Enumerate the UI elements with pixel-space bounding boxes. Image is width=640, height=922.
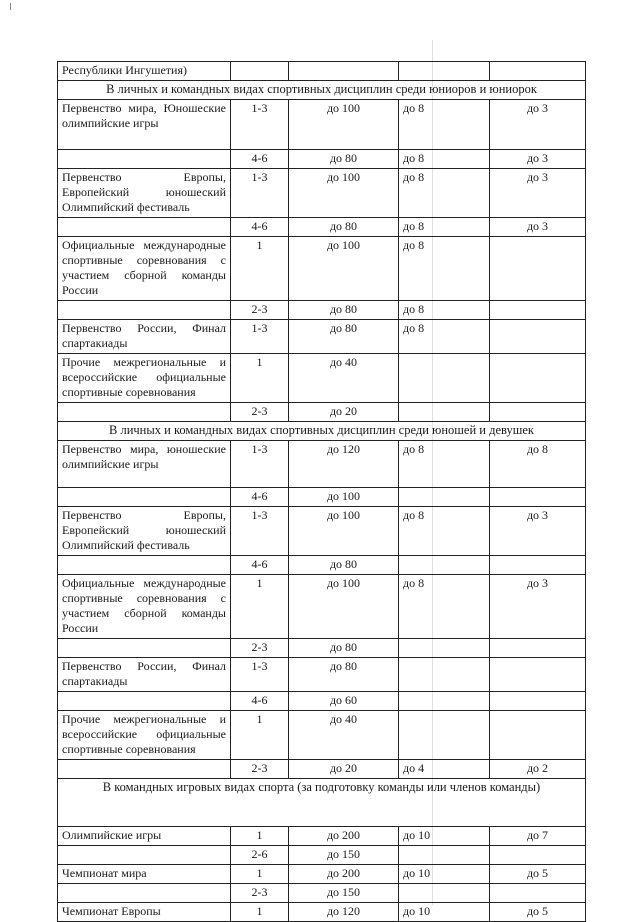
table-row (58, 237, 586, 301)
points-cell: до 40 (289, 354, 399, 403)
competition-name-cell: Официальные международные спортивные соревнования с участием сборной команды России (58, 575, 231, 639)
table-row (58, 556, 586, 575)
competition-name-cell (58, 884, 231, 903)
coefficient-cell: до 3 (490, 100, 586, 150)
place-cell: 1 (231, 865, 289, 884)
coefficient-cell (490, 237, 586, 301)
competition-name-cell (58, 846, 231, 865)
coefficient-cell (399, 711, 490, 760)
scan-mark (10, 3, 11, 10)
coefficient-cell (490, 320, 586, 354)
coefficient-cell: до 3 (490, 507, 586, 556)
table-row (58, 301, 586, 320)
table-row (58, 692, 586, 711)
coefficient-cell: до 2 (490, 760, 586, 779)
table-row (58, 320, 586, 354)
place-cell: 2-3 (231, 884, 289, 903)
competition-name-cell: Первенство Европы, Европейский юношеский Олимпийский фестиваль (58, 169, 231, 218)
competition-name-cell: Первенство мира, Юношеские олимпийские игры (58, 100, 231, 150)
points-cell: до 200 (289, 865, 399, 884)
place-cell: 1-3 (231, 169, 289, 218)
points-cell: до 20 (289, 403, 399, 422)
points-cell: до 80 (289, 639, 399, 658)
coefficient-cell (490, 488, 586, 507)
coefficient-cell: до 8 (399, 441, 490, 488)
competition-name-cell (58, 150, 231, 169)
section-header-row (58, 422, 586, 441)
points-cell: до 80 (289, 150, 399, 169)
coefficient-cell: до 8 (399, 507, 490, 556)
coefficient-cell: до 4 (399, 760, 490, 779)
competition-name-cell: Первенство мира, юношеские олимпийские игры (58, 441, 231, 488)
coefficient-cell (490, 301, 586, 320)
coefficients-table (57, 61, 586, 922)
place-cell: 2-3 (231, 639, 289, 658)
table-row (58, 62, 586, 81)
competition-name-cell (58, 639, 231, 658)
place-cell: 1 (231, 354, 289, 403)
coefficient-cell: до 3 (490, 575, 586, 639)
coefficient-cell (399, 488, 490, 507)
competition-name-cell: Чемпионат мира (58, 865, 231, 884)
section-title: В личных и командных видах спортивных дисциплин среди юниоров и юниорок (58, 81, 586, 100)
place-cell: 1 (231, 827, 289, 846)
coefficient-cell: до 5 (490, 865, 586, 884)
table-row (58, 507, 586, 556)
scan-fold-line (432, 40, 433, 905)
competition-name-cell: Первенство России, Финал спартакиады (58, 320, 231, 354)
coefficient-cell (399, 658, 490, 692)
coefficient-cell (399, 639, 490, 658)
points-cell: до 100 (289, 237, 399, 301)
place-cell: 1-3 (231, 658, 289, 692)
competition-name-cell: Прочие межрегиональные и всероссийские официальные спортивные соревнования (58, 711, 231, 760)
place-cell: 2-3 (231, 403, 289, 422)
coefficient-cell: до 8 (399, 575, 490, 639)
table-row (58, 100, 586, 150)
coefficient-cell (399, 846, 490, 865)
table-row (58, 488, 586, 507)
place-cell: 1 (231, 237, 289, 301)
place-cell: 1 (231, 575, 289, 639)
points-cell: до 100 (289, 488, 399, 507)
table-row (58, 865, 586, 884)
coefficient-cell: до 8 (399, 301, 490, 320)
coefficient-cell (399, 556, 490, 575)
coefficient-cell (490, 884, 586, 903)
coefficient-cell: до 8 (399, 169, 490, 218)
competition-name-cell (58, 301, 231, 320)
coefficient-cell (490, 692, 586, 711)
coefficient-cell (399, 692, 490, 711)
points-cell: до 100 (289, 169, 399, 218)
coefficient-cell (399, 403, 490, 422)
place-cell: 4-6 (231, 556, 289, 575)
competition-name-cell (58, 692, 231, 711)
section-header-row (58, 779, 586, 827)
points-cell: до 80 (289, 556, 399, 575)
table-row (58, 884, 586, 903)
table-row (58, 827, 586, 846)
coefficient-cell (399, 62, 490, 81)
points-cell: до 100 (289, 100, 399, 150)
table-row (58, 354, 586, 403)
competition-name-cell: Прочие межрегиональные и всероссийские официальные спортивные соревнования (58, 354, 231, 403)
coefficient-cell: до 3 (490, 150, 586, 169)
points-cell: до 120 (289, 903, 399, 922)
table-row (58, 903, 586, 922)
table-row (58, 711, 586, 760)
table-row (58, 218, 586, 237)
place-cell: 1-3 (231, 100, 289, 150)
place-cell: 4-6 (231, 150, 289, 169)
place-cell: 1-3 (231, 441, 289, 488)
points-cell: до 100 (289, 575, 399, 639)
coefficient-cell (490, 846, 586, 865)
points-cell: до 20 (289, 760, 399, 779)
section-title: В командных игровых видах спорта (за подготовку команды или членов команды) (58, 779, 586, 827)
points-cell: до 120 (289, 441, 399, 488)
points-cell: до 80 (289, 301, 399, 320)
competition-name-cell (58, 488, 231, 507)
table-row (58, 403, 586, 422)
table-row (58, 441, 586, 488)
coefficient-cell (490, 639, 586, 658)
coefficient-cell (490, 354, 586, 403)
coefficient-cell: до 8 (399, 320, 490, 354)
points-cell: до 150 (289, 846, 399, 865)
place-cell: 4-6 (231, 218, 289, 237)
competition-name-cell: Первенство России, Финал спартакиады (58, 658, 231, 692)
table-row (58, 760, 586, 779)
table-body (58, 62, 586, 922)
competition-name-cell (58, 403, 231, 422)
coefficient-cell: до 8 (399, 100, 490, 150)
table-row (58, 846, 586, 865)
place-cell: 4-6 (231, 692, 289, 711)
coefficient-cell: до 5 (490, 903, 586, 922)
table-row (58, 575, 586, 639)
place-cell: 2-3 (231, 301, 289, 320)
place-cell: 1-3 (231, 320, 289, 354)
points-cell: до 80 (289, 218, 399, 237)
points-cell: до 60 (289, 692, 399, 711)
points-cell: до 80 (289, 658, 399, 692)
section-header-row (58, 81, 586, 100)
coefficient-cell: до 3 (490, 218, 586, 237)
coefficient-cell: до 10 (399, 903, 490, 922)
competition-name-cell: Первенство Европы, Европейский юношеский Олимпийский фестиваль (58, 507, 231, 556)
competition-name-cell: Республики Ингушетия) (58, 62, 231, 81)
coefficient-cell (490, 62, 586, 81)
coefficient-cell (490, 658, 586, 692)
points-cell: до 200 (289, 827, 399, 846)
points-cell: до 100 (289, 507, 399, 556)
table-row (58, 658, 586, 692)
place-cell: 1 (231, 903, 289, 922)
coefficient-cell: до 8 (399, 237, 490, 301)
table-row (58, 150, 586, 169)
competition-name-cell: Чемпионат Европы (58, 903, 231, 922)
points-cell: до 80 (289, 320, 399, 354)
place-cell: 1 (231, 711, 289, 760)
competition-name-cell (58, 556, 231, 575)
section-title: В личных и командных видах спортивных дисциплин среди юношей и девушек (58, 422, 586, 441)
coefficient-cell (399, 354, 490, 403)
coefficient-cell: до 3 (490, 169, 586, 218)
competition-name-cell: Олимпийские игры (58, 827, 231, 846)
points-cell: до 150 (289, 884, 399, 903)
place-cell: 4-6 (231, 488, 289, 507)
table-row (58, 639, 586, 658)
table-row (58, 169, 586, 218)
place-cell: 2-3 (231, 760, 289, 779)
points-cell: до 40 (289, 711, 399, 760)
competition-name-cell (58, 218, 231, 237)
points-cell (289, 62, 399, 81)
coefficient-cell: до 8 (399, 218, 490, 237)
place-cell (231, 62, 289, 81)
coefficient-cell: до 8 (399, 150, 490, 169)
coefficient-cell: до 8 (490, 441, 586, 488)
coefficient-cell (490, 711, 586, 760)
competition-name-cell (58, 760, 231, 779)
place-cell: 1-3 (231, 507, 289, 556)
coefficient-cell (490, 556, 586, 575)
competition-name-cell: Официальные международные спортивные соревнования с участием сборной команды России (58, 237, 231, 301)
place-cell: 2-6 (231, 846, 289, 865)
coefficient-cell: до 10 (399, 865, 490, 884)
coefficient-cell (399, 884, 490, 903)
coefficient-cell (490, 403, 586, 422)
coefficient-cell: до 10 (399, 827, 490, 846)
coefficient-cell: до 7 (490, 827, 586, 846)
